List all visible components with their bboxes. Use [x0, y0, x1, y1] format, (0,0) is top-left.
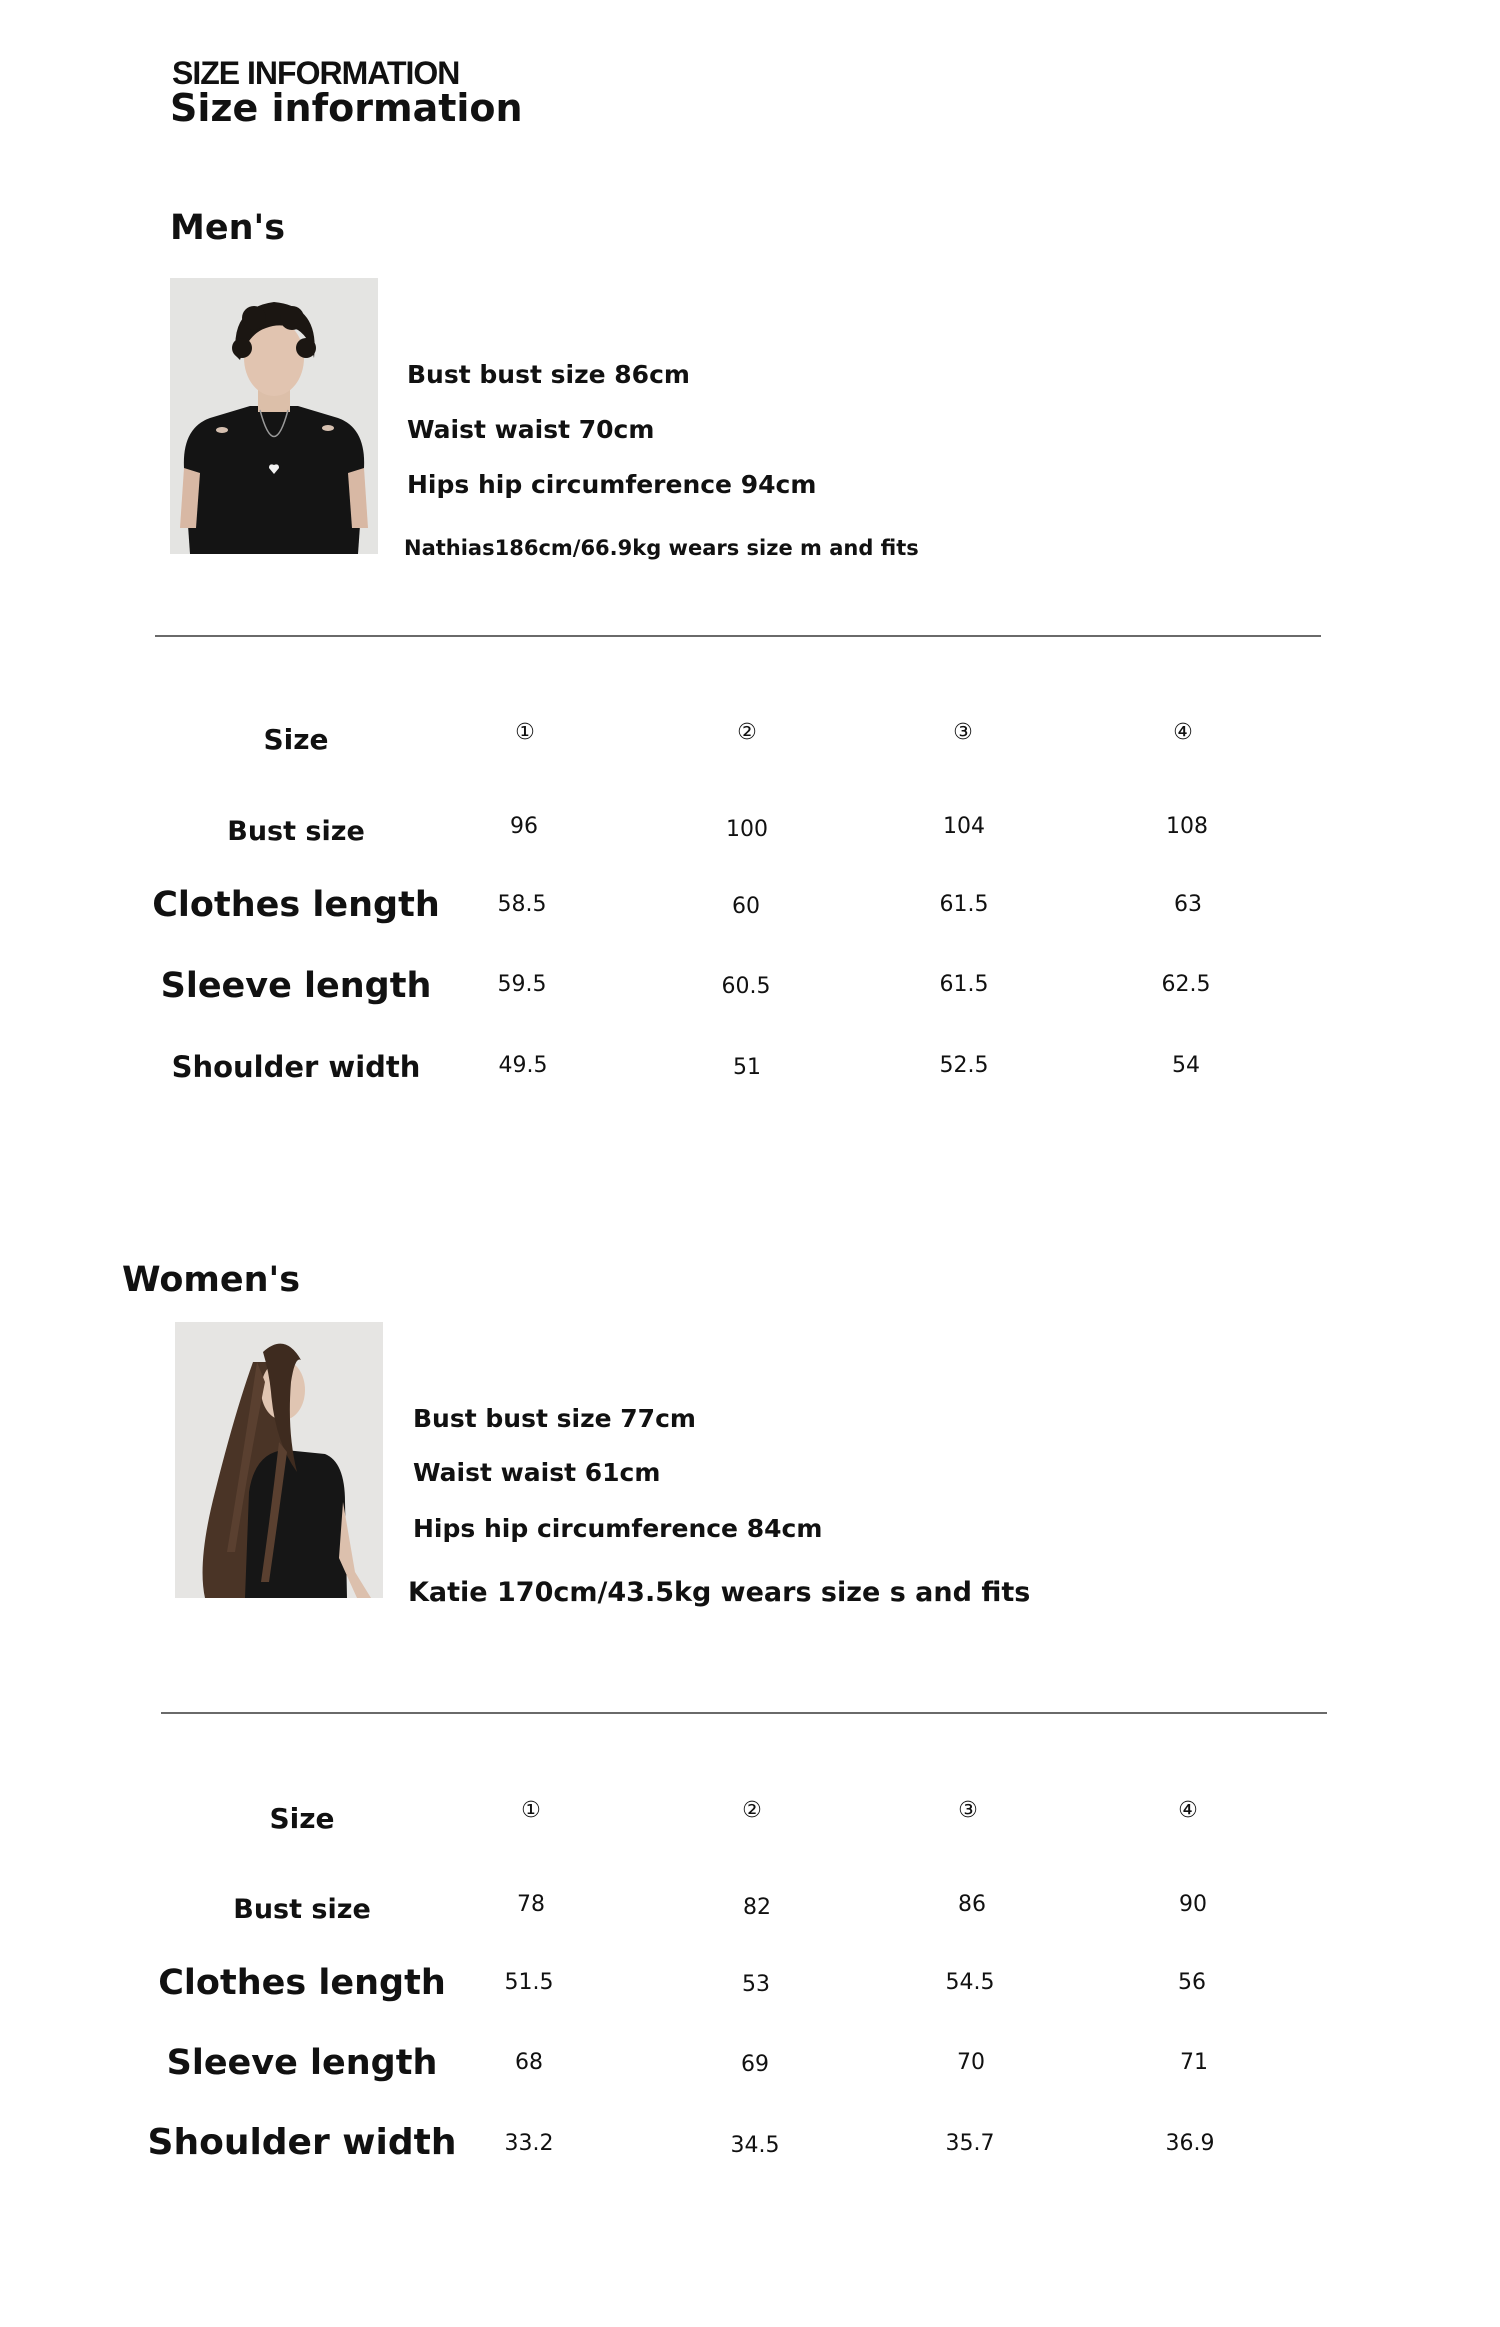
mens-row-label: Sleeve length [160, 966, 432, 1006]
mens-bust-stat: Bust bust size 86cm [407, 360, 690, 389]
mens-cell: 51 [733, 1055, 761, 1080]
mens-cell: 59.5 [497, 972, 547, 997]
womens-size-2: ② [742, 1798, 762, 1823]
mens-cell: 54 [1172, 1053, 1200, 1078]
womens-cell: 35.7 [945, 2131, 995, 2156]
womens-cell: 33.2 [504, 2131, 554, 2156]
womens-size-1: ① [521, 1798, 541, 1823]
mens-cell: 61.5 [939, 972, 989, 997]
mens-cell: 96 [510, 814, 538, 839]
mens-row-label: Clothes length [152, 885, 440, 925]
page-subtitle: Size information [170, 86, 523, 130]
womens-section-title: Women's [122, 1260, 301, 1300]
mens-cell: 62.5 [1161, 972, 1211, 997]
mens-cell: 60 [732, 894, 760, 919]
mens-divider [155, 635, 1321, 637]
womens-row-label: Sleeve length [166, 2043, 438, 2083]
womens-cell: 36.9 [1165, 2131, 1215, 2156]
womens-hips-stat: Hips hip circumference 84cm [413, 1514, 823, 1543]
mens-cell: 58.5 [497, 892, 547, 917]
womens-cell: 78 [517, 1892, 545, 1917]
mens-cell: 49.5 [498, 1053, 548, 1078]
womens-cell: 70 [957, 2050, 985, 2075]
mens-model-note: Nathias186cm/66.9kg wears size m and fits [404, 536, 919, 560]
womens-cell: 86 [958, 1892, 986, 1917]
mens-row-label: Shoulder width [171, 1050, 421, 1084]
womens-cell: 34.5 [730, 2133, 780, 2158]
womens-cell: 51.5 [504, 1970, 554, 1995]
womens-cell: 56 [1178, 1970, 1206, 1995]
mens-hips-stat: Hips hip circumference 94cm [407, 470, 817, 499]
womens-cell: 82 [743, 1895, 771, 1920]
womens-row-label: Shoulder width [147, 2122, 457, 2163]
mens-size-1: ① [515, 720, 535, 745]
mens-size-header: Size [263, 723, 329, 756]
mens-waist-stat: Waist waist 70cm [407, 415, 655, 444]
womens-cell: 90 [1179, 1892, 1207, 1917]
mens-model-photo [170, 278, 378, 554]
womens-model-photo [175, 1322, 383, 1598]
mens-cell: 60.5 [721, 974, 771, 999]
womens-size-4: ④ [1178, 1798, 1198, 1823]
page-title: SIZE INFORMATION [172, 55, 460, 91]
mens-size-2: ② [737, 720, 757, 745]
womens-size-3: ③ [958, 1798, 978, 1823]
mens-cell: 63 [1174, 892, 1202, 917]
womens-divider [161, 1712, 1327, 1714]
womens-model-note: Katie 170cm/43.5kg wears size s and fits [408, 1577, 1031, 1608]
mens-cell: 104 [943, 814, 985, 839]
womens-cell: 68 [515, 2050, 543, 2075]
mens-row-label: Bust size [227, 816, 365, 847]
mens-size-3: ③ [953, 720, 973, 745]
mens-cell: 108 [1166, 814, 1208, 839]
womens-size-header: Size [269, 1802, 335, 1835]
womens-row-label: Clothes length [158, 1963, 446, 2003]
womens-waist-stat: Waist waist 61cm [413, 1458, 661, 1487]
womens-cell: 69 [741, 2052, 769, 2077]
mens-cell: 100 [726, 817, 768, 842]
mens-cell: 52.5 [939, 1053, 989, 1078]
womens-cell: 54.5 [945, 1970, 995, 1995]
womens-cell: 71 [1180, 2050, 1208, 2075]
mens-cell: 61.5 [939, 892, 989, 917]
womens-bust-stat: Bust bust size 77cm [413, 1404, 696, 1433]
mens-section-title: Men's [170, 208, 286, 248]
mens-size-4: ④ [1173, 720, 1193, 745]
womens-row-label: Bust size [233, 1894, 371, 1925]
womens-cell: 53 [742, 1972, 770, 1997]
